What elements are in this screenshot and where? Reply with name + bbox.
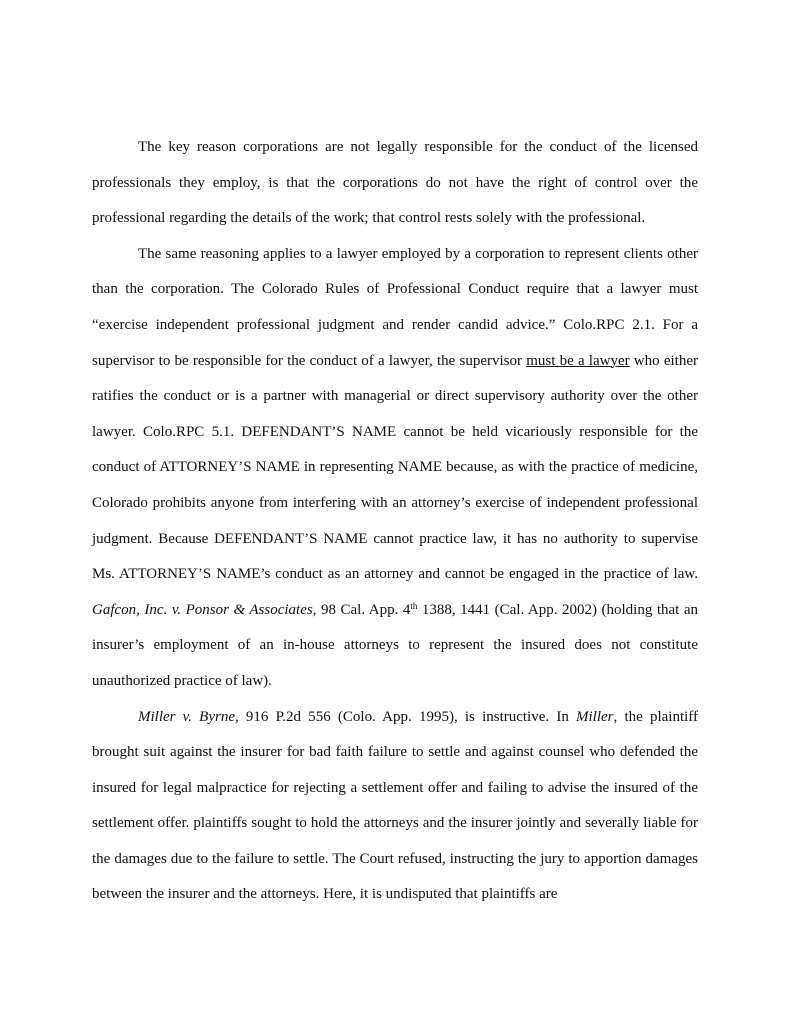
case-citation: Miller v. Byrne (138, 708, 235, 725)
paragraph-text: The same reasoning applies to a lawyer employed by a corporation to represent clients other than the corporation. The Colorado Rules of Professional Conduct require that a lawyer must “exercise independent professional judgment and render candid advice.” Colo.RPC 2.1. For a supervisor to be responsible for the conduct of a lawyer, the supervisor (92, 245, 698, 369)
paragraph-corporations-control (92, 130, 698, 237)
paragraph-lawyer-reasoning (92, 237, 698, 700)
case-short-name: Miller (576, 708, 614, 725)
ordinal-superscript: th (410, 600, 418, 611)
paragraph-text: , the plaintiff brought suit against the insurer for bad faith failure to settle and against counsel who defended the insured for legal malpractice for rejecting a settlement offer and failing to advise the insured of the settlement offer. plaintiffs sought to hold the attorneys and the insurer jointly and severally liable for the damages due to the failure to settle. The Court refused, instructing the jury to apportion damages between the insurer and the attorneys. Here, it is undisputed that plaintiffs are (92, 708, 699, 903)
underlined-phrase: must be a lawyer (526, 352, 630, 369)
case-citation: Gafcon, Inc. v. Ponsor & Associates (92, 601, 313, 618)
paragraph-text: , 916 P.2d 556 (Colo. App. 1995), is instructive. In (234, 708, 577, 725)
paragraph-miller-case (92, 700, 698, 914)
paragraph-text: , 98 Cal. App. 4 (312, 601, 411, 618)
paragraph-text: 1388, 1441 (Cal. App. 2002) (holding that an insurer’s employment of an in-house attorneys to represent the insured does not constitute unauthorized practice of law). (92, 601, 698, 689)
document-body (92, 130, 698, 913)
paragraph-text: The key reason corporations are not legally responsible for the conduct of the licensed professionals they employ, is that the corporations do not have the right of control over the professional regarding the details of the work; that control rests solely with the professional. (92, 139, 698, 227)
paragraph-text: who either ratifies the conduct or is a partner with managerial or direct supervisory authority over the other lawyer. Colo.RPC 5.1. DEFENDANT’S NAME cannot be held vicariously responsible for the conduct of ATTORNEY’S NAME in representing NAME because, as with the practice of medicine, Colorado prohibits anyone from interfering with an attorney’s exercise of independent professional judgment. Because DEFENDANT’S NAME cannot practice law, it has no authority to supervise Ms. ATTORNEY’S NAME’s conduct as an attorney and cannot be engaged in the practice of law. (92, 352, 698, 583)
